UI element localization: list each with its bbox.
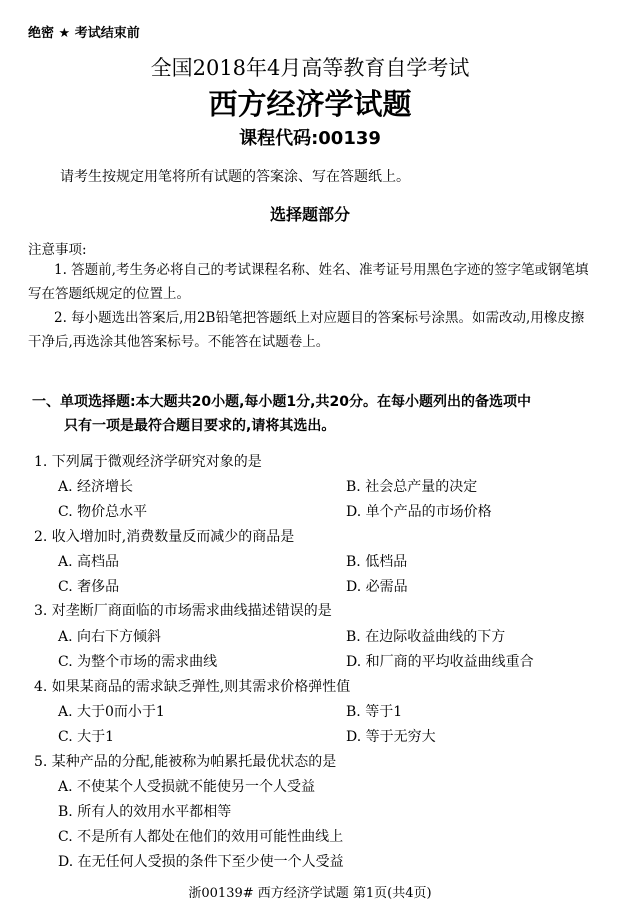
question-option: C. 不是所有人都处在他们的效用可能性曲线上	[58, 829, 344, 845]
question-option: B. 在边际收益曲线的下方	[346, 629, 506, 645]
course-code: 课程代码:00139	[239, 128, 381, 149]
question-option: C. 奢侈品	[58, 579, 120, 595]
question-option: A. 经济增长	[58, 479, 134, 495]
question-stem: 2. 收入增加时,消费数量反而减少的商品是	[34, 529, 295, 545]
note-item: 1. 答题前,考生务必将自己的考试课程名称、姓名、准考证号用黑色字迹的签字笔或钢笔填写在答题纸规定的位置上。	[28, 262, 589, 302]
question-option: D. 等于无穷大	[346, 729, 436, 745]
part-title: 选择题部分	[269, 205, 350, 224]
question-option: C. 大于1	[58, 729, 115, 745]
question-option: D. 在无任何人受损的条件下至少使一个人受益	[58, 854, 344, 870]
section-heading-line2: 只有一项是最符合题目要求的,请将其选出。	[64, 418, 336, 434]
question-option: A. 向右下方倾斜	[58, 629, 162, 645]
note-item: 2. 每小题选出答案后,用2B铅笔把答题纸上对应题目的答案标号涂黑。如需改动,用橡皮擦干净后,再选涂其他答案标号。不能答在试题卷上。	[28, 310, 585, 350]
question-option: A. 不使某个人受损就不能使另一个人受益	[58, 779, 316, 795]
question-option: B. 低档品	[346, 554, 408, 570]
subject-title: 西方经济学试题	[208, 87, 412, 121]
question-option: B. 所有人的效用水平都相等	[58, 804, 232, 820]
section-heading-line1: 一、单项选择题:本大题共20小题,每小题1分,共20分。在每小题列出的备选项中	[32, 394, 531, 410]
question-option: D. 必需品	[346, 579, 408, 595]
notes-heading: 注意事项:	[28, 242, 87, 258]
question-option: B. 等于1	[346, 704, 403, 720]
page-footer: 浙00139# 西方经济学试题 第1页(共4页)	[188, 886, 432, 901]
question-stem: 3. 对垄断厂商面临的市场需求曲线描述错误的是	[34, 603, 332, 619]
question-option: D. 单个产品的市场价格	[346, 504, 492, 520]
question-option: D. 和厂商的平均收益曲线重合	[346, 654, 534, 670]
section-heading	[32, 390, 592, 438]
question-option: A. 高档品	[58, 554, 120, 570]
question-option: B. 社会总产量的决定	[346, 479, 478, 495]
question-stem: 1. 下列属于微观经济学研究对象的是	[34, 454, 262, 470]
question-option: C. 物价总水平	[58, 504, 148, 520]
question-option: A. 大于0而小于1	[58, 704, 165, 720]
confidential-label: 绝密 ★ 考试结束前	[28, 26, 140, 41]
instruction-text: 请考生按规定用笔将所有试题的答案涂、写在答题纸上。	[60, 169, 410, 185]
question-stem: 4. 如果某商品的需求缺乏弹性,则其需求价格弹性值	[34, 679, 351, 695]
question-stem: 5. 某种产品的分配,能被称为帕累托最优状态的是	[34, 754, 337, 770]
exam-title: 全国2018年4月高等教育自学考试	[150, 56, 470, 80]
question-option: C. 为整个市场的需求曲线	[58, 654, 218, 670]
